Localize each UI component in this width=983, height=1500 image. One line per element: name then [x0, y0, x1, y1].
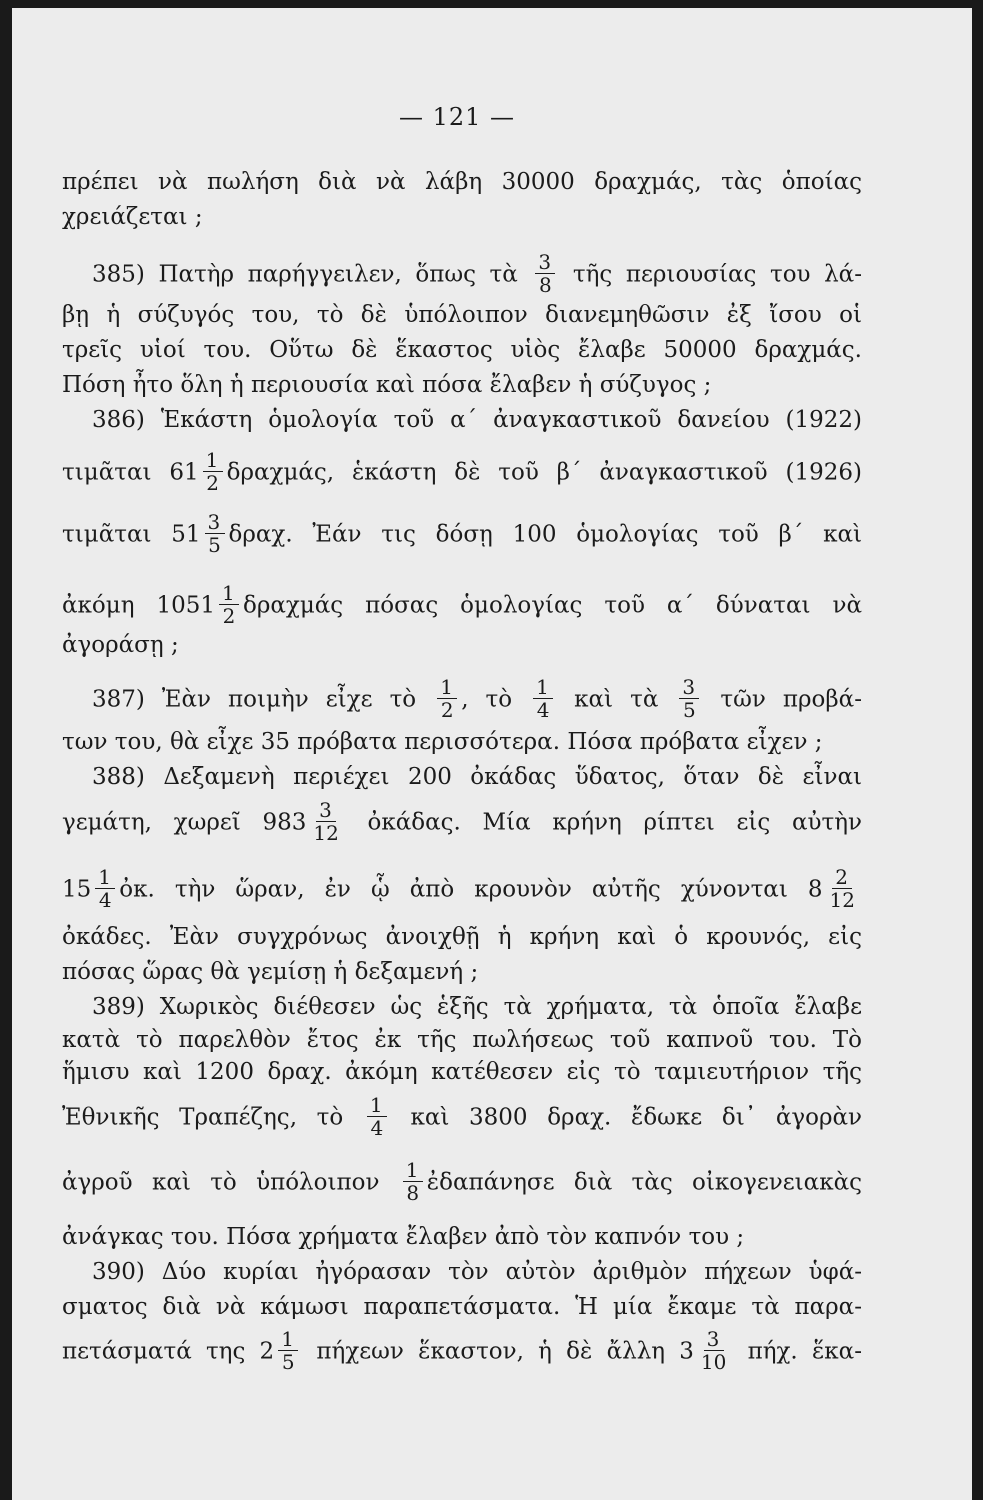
text-run: σματος διὰ νὰ κάμωσι παραπετάσματα. Ἡ μία ἔκαμε τὰ παρα- — [62, 1294, 862, 1320]
text-run: βῃ ἡ σύζυγός του, τὸ δὲ ὑπόλοιπον διανεμηθῶσιν ἐξ ἴσου οἱ — [62, 302, 862, 328]
text-run: 386) Ἑκάστη ὁμολογία τοῦ α΄ ἀναγκαστικοῦ δανείου (1922) — [92, 407, 862, 433]
text-run: , τὸ — [461, 686, 530, 713]
text-line — [62, 1026, 862, 1054]
fraction-denominator: 5 — [281, 1350, 295, 1374]
fraction-numerator: 3 — [535, 251, 555, 274]
text-line — [92, 993, 862, 1021]
fraction — [827, 866, 858, 911]
text-run: τιμᾶται 61 — [62, 459, 199, 486]
fraction — [679, 676, 699, 721]
fraction-numerator: 3 — [316, 799, 336, 822]
text-run: ὀκ. τὴν ὥραν, ἐν ᾧ ἀπὸ κρουνὸν αὐτῆς χύνονται 8 — [119, 876, 823, 903]
text-run: των του, θὰ εἶχε 35 πρόβατα περισσότερα. Πόσα πρόβατα εἶχεν ; — [62, 729, 823, 755]
fraction-denominator: 2 — [440, 698, 454, 722]
text-line — [62, 168, 862, 196]
fraction — [205, 511, 225, 556]
text-run: Πόση ἦτο ὅλη ἡ περιουσία καὶ πόσα ἔλαβεν ἡ σύζυγος ; — [62, 372, 712, 398]
page-number: — 121 — — [398, 103, 516, 131]
text-run: τιμᾶται 51 — [62, 521, 201, 548]
text-line — [92, 250, 862, 298]
text-line — [62, 1093, 863, 1141]
text-run: δραχ. Ἐάν τις δόσῃ 100 ὁμολογίας τοῦ β΄ καὶ — [228, 521, 862, 548]
fraction-denominator: 10 — [700, 1350, 727, 1374]
fraction-denominator: 2 — [206, 471, 219, 495]
fraction — [403, 1159, 423, 1204]
text-run: 385) Πατὴρ παρήγγειλεν, ὅπως τὰ — [92, 261, 532, 288]
fraction-numerator: 3 — [679, 676, 699, 699]
text-line — [92, 1258, 862, 1286]
text-run: 387) Ἐὰν ποιμὴν εἶχε τὸ — [92, 686, 434, 713]
text-line — [62, 510, 862, 558]
text-run: πήχ. ἕκα- — [733, 1338, 862, 1365]
text-line — [62, 1293, 862, 1321]
fraction — [533, 676, 553, 721]
text-run: ἀνάγκας του. Πόσα χρήματα ἔλαβεν ἀπὸ τὸν καπνόν του ; — [62, 1224, 745, 1250]
text-line — [62, 958, 862, 986]
text-run: πετάσματά της 2 — [62, 1338, 275, 1365]
text-line — [62, 1158, 863, 1206]
text-line — [62, 1327, 862, 1375]
fraction-numerator: 1 — [533, 676, 553, 699]
text-run: χρειάζεται ; — [62, 204, 203, 230]
fraction-numerator: 3 — [704, 1328, 724, 1351]
fraction — [437, 676, 457, 721]
text-line — [92, 675, 862, 723]
text-line — [62, 631, 862, 659]
fraction — [278, 1328, 298, 1373]
text-line — [62, 203, 862, 231]
text-line — [62, 301, 862, 329]
fraction-numerator: 1 — [203, 449, 223, 472]
fraction — [535, 251, 555, 296]
text-run: Ἐθνικῆς Τραπέζης, τὸ — [62, 1104, 363, 1131]
text-line — [92, 763, 862, 791]
fraction — [310, 799, 341, 844]
text-run: τρεῖς υἱοί του. Οὕτω δὲ ἕκαστος υἱὸς ἔλαβε 50000 δραχμάς. — [62, 337, 862, 363]
fraction-denominator: 4 — [370, 1116, 384, 1140]
fraction — [219, 582, 239, 627]
text-line — [62, 371, 862, 399]
text-run: πόσας ὥρας θὰ γεμίσῃ ἡ δεξαμενή ; — [62, 959, 479, 985]
text-run: ὀκάδες. Ἐὰν συγχρόνως ἀνοιχθῇ ἡ κρήνη καὶ ὁ κρουνός, εἰς — [62, 924, 862, 950]
text-run: πήχεων ἕκαστον, ἡ δὲ ἄλλη 3 — [302, 1338, 694, 1365]
fraction-numerator: 3 — [205, 511, 225, 534]
text-run: τῆς περιουσίας του λά- — [559, 261, 862, 288]
text-run: ἀγοράσῃ ; — [62, 632, 179, 658]
fraction-numerator: 1 — [95, 866, 115, 889]
fraction-denominator: 4 — [536, 698, 550, 722]
fraction-numerator: 1 — [278, 1328, 298, 1351]
fraction — [698, 1328, 729, 1373]
text-run: 389) Χωρικὸς διέθεσεν ὡς ἑξῆς τὰ χρήματα, τὰ ὁποῖα ἔλαβε — [92, 994, 862, 1020]
text-line — [62, 448, 862, 496]
text-line — [62, 798, 862, 846]
fraction-denominator: 12 — [313, 821, 339, 845]
fraction-denominator: 4 — [98, 888, 112, 912]
text-run: 390) Δύο κυρίαι ἠγόρασαν τὸν αὐτὸν ἀριθμὸν πήχεων ὑφά- — [92, 1259, 862, 1285]
text-line — [62, 1058, 862, 1086]
fraction-numerator: 1 — [367, 1094, 387, 1117]
fraction — [95, 866, 115, 911]
fraction — [203, 449, 223, 494]
fraction-denominator: 8 — [406, 1181, 420, 1205]
text-run: κατὰ τὸ παρελθὸν ἔτος ἐκ τῆς πωλήσεως τοῦ καπνοῦ του. Τὸ — [62, 1027, 862, 1053]
text-line — [62, 336, 862, 364]
fraction-numerator: 1 — [403, 1159, 423, 1182]
text-run: γεμάτη, χωρεῖ 983 — [62, 809, 307, 836]
text-line — [92, 406, 862, 434]
text-run: τῶν προβά- — [703, 686, 862, 713]
text-run: καὶ 3800 δραχ. ἔδωκε δι᾽ ἀγορὰν — [390, 1104, 863, 1131]
fraction-denominator: 5 — [683, 698, 696, 722]
text-run: καὶ τὰ — [557, 686, 676, 713]
fraction-numerator: 1 — [219, 582, 239, 605]
text-run: ὀκάδας. Μία κρήνη ρίπτει εἰς αὐτὴν — [345, 809, 862, 836]
fraction-denominator: 2 — [222, 604, 236, 628]
text-line — [62, 1223, 862, 1251]
fraction-numerator: 1 — [437, 676, 457, 699]
fraction-denominator: 5 — [208, 533, 221, 557]
text-run: ἐδαπάνησε διὰ τὰς οἰκογενειακὰς — [426, 1169, 863, 1196]
text-run: ἥμισυ καὶ 1200 δραχ. ἀκόμη κατέθεσεν εἰς τὸ ταμιευτήριον τῆς — [62, 1059, 862, 1085]
text-run: 15 — [62, 876, 92, 903]
text-run: ἀκόμη 1051 — [62, 592, 215, 619]
book-page — [12, 8, 972, 1500]
fraction — [367, 1094, 387, 1139]
text-run: πρέπει νὰ πωλήση διὰ νὰ λάβη 30000 δραχμάς, τὰς ὁποίας — [62, 169, 862, 195]
fraction-denominator: 12 — [829, 888, 855, 912]
text-run: ἀγροῦ καὶ τὸ ὑπόλοιπον — [62, 1169, 399, 1196]
fraction-numerator: 2 — [832, 866, 852, 889]
text-line — [62, 923, 862, 951]
fraction-denominator: 8 — [538, 273, 552, 297]
text-line — [62, 581, 862, 629]
text-line — [62, 865, 862, 913]
text-run: δραχμάς πόσας ὁμολογίας τοῦ α΄ δύναται νὰ — [242, 592, 862, 619]
text-run: δραχμάς, ἑκάστη δὲ τοῦ β΄ ἀναγκαστικοῦ (1926) — [226, 459, 862, 486]
text-run: 388) Δεξαμενὴ περιέχει 200 ὀκάδας ὕδατος, ὅταν δὲ εἶναι — [92, 764, 862, 790]
text-line — [62, 728, 862, 756]
